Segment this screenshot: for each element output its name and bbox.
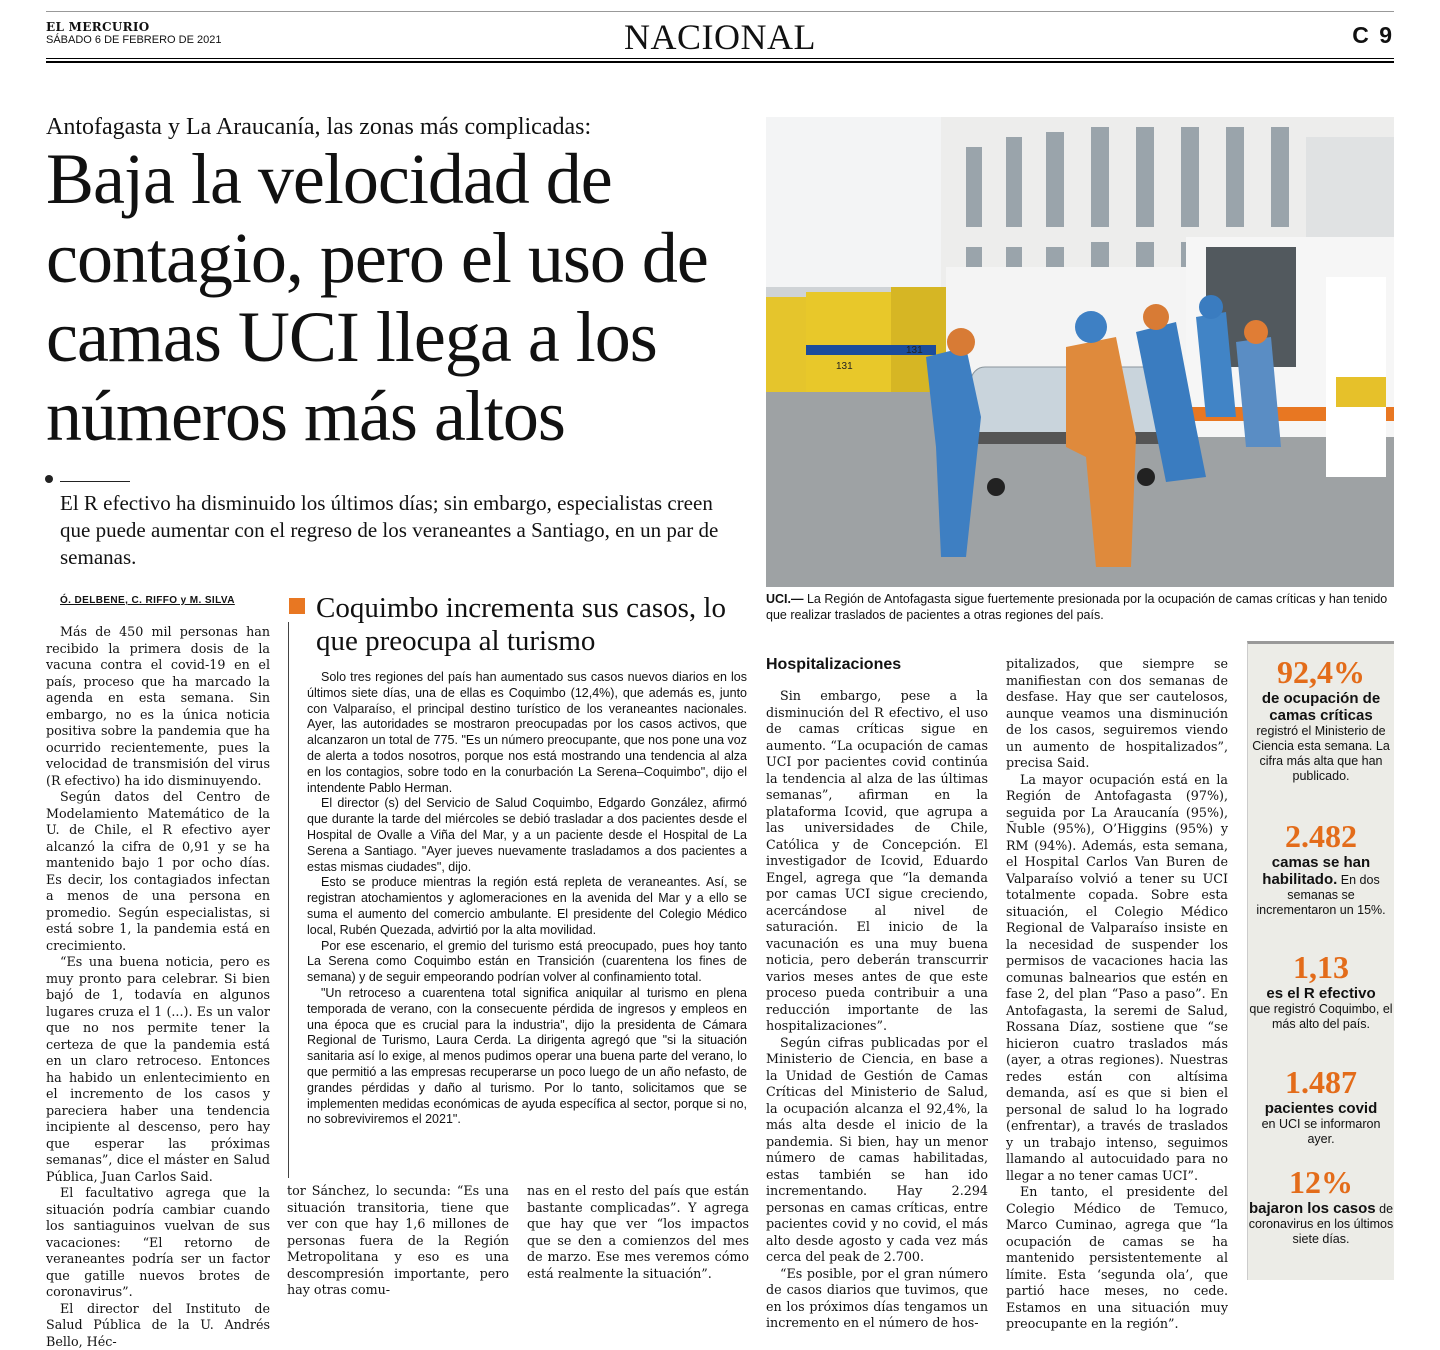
box-paragraph: El director (s) del Servicio de Salud Coquimbo, Edgardo González, afirmó que durante la tarde del miércoles se debió trasladar a dos pacientes desde el Hospital de Ovalle a Viña del Mar, y a un paciente desde el Hospital de La Serena a Santiago. "Ayer jueves nuevamente trasladamos a dos pacientes a estas mismas ciudades", dijo.	[307, 796, 747, 875]
photo-caption	[766, 591, 1396, 623]
subhead-hospitalizaciones: Hospitalizaciones	[766, 656, 901, 674]
paragraph: Según cifras publicadas por el Ministerio de Ciencia, en base a la Unidad de Gestión de Camas Críticas del Ministerio de Salud, la ocupación alcanza el 92,4%, la más alta desde el inicio de la pandemia. Si bien, hay un menor número de camas habilitadas, estas también se han ido incrementando. Hay 2.294 personas en camas críticas, entre pacientes covid y no covid, el más alto desde agosto y cada vez más cerca del peak de 2.700.	[766, 1035, 988, 1266]
box-title: Coquimbo incrementa sus casos, lo que preocupa al turismo	[316, 592, 756, 658]
stat-text: En dos semanas se incrementaron un 15%.	[1256, 873, 1385, 917]
svg-text:131: 131	[906, 345, 923, 356]
stat-label: bajaron los casos	[1249, 1200, 1376, 1217]
article-column-3	[527, 1183, 749, 1282]
deck: El R efectivo ha disminuido los últimos días; sin embargo, especialistas creen que puede aumentar con el regreso de los veraneantes a Santiago, en un par de semanas.	[60, 490, 740, 571]
page-number: C 9	[1352, 22, 1394, 49]
issue-date: SÁBADO 6 DE FEBRERO DE 2021	[46, 34, 221, 46]
article-column-5	[1006, 656, 1228, 1333]
stat-text: en UCI se informaron ayer.	[1262, 1117, 1381, 1146]
box-paragraph: Por ese escenario, el gremio del turismo está preocupado, pues hoy tanto La Serena como Coquimbo están en Transición (cuarentena los fines de semana) y de seguir empeorando podrían volver al confinamiento total.	[307, 939, 747, 986]
paragraph: El director del Instituto de Salud Pública de la U. Andrés Bello, Héc-	[46, 1301, 270, 1350]
svg-text:131: 131	[836, 361, 853, 372]
caption-text: La Región de Antofagasta sigue fuertemente presionada por la ocupación de camas críticas y han tenido que realizar traslados de pacientes a otras regiones del país.	[766, 592, 1387, 622]
stat-label: pacientes covid	[1265, 1100, 1378, 1117]
headline: Baja la velocidad de contagio, pero el uso de camas UCI llega a los números más altos	[46, 140, 746, 456]
stat-label: camas se han habilitado.	[1262, 854, 1370, 888]
deck-rule	[60, 481, 130, 482]
paragraph: Sin embargo, pese a la disminución del R efectivo, el uso de camas críticas sigue en aumento. “La ocupación de camas UCI por pacientes covid continúa la tendencia al alza de las últimas semanas”, afirman en la plataforma Icovid, que agrupa a las universidades de Chile, Católica y de Concepción. El investigador de Icovid, Eduardo Engel, agrega que “la demanda por camas UCI sigue creciendo, acercándose al nivel de saturación. El inicio de la vacunación es una muy buena noticia, pero deberán transcurrir varios meses antes de que este proceso pueda contribuir a una reducción importante de las hospitalizaciones”.	[766, 688, 988, 1035]
stat-number: 1.487	[1248, 1064, 1394, 1100]
paragraph: Según datos del Centro de Modelamiento Matemático de la U. de Chile, el R efectivo ayer alcanzó la cifra de 0,91 y se ha mantenido bajo 1 por ocho días. Es decir, los contagiados infectan a menos de una persona en promedio. Según especialistas, si está sobre 1, la pandemia está en crecimiento.	[46, 789, 270, 954]
deck-bullet	[45, 475, 53, 483]
stat-text: registró el Ministerio de Ciencia esta semana. La cifra más alta que han publicado.	[1252, 724, 1390, 783]
stat-label: de ocupación de camas críticas	[1262, 690, 1380, 724]
paragraph: tor Sánchez, lo secunda: “Es una situación transitoria, tiene que ver con que hay 1,6 millones de personas fuera de la Región Metropolitana y eso es una descompresión importante, pero hay otras comu-	[287, 1183, 509, 1299]
stat-item	[1248, 1164, 1394, 1247]
photo-uci-transfer	[766, 117, 1394, 587]
paragraph: “Es una buena noticia, pero es muy pronto para celebrar. Si bien bajó de 1, todavía en algunos lugares cruza el 1 (...). Es un valor que no nos permite tener la certeza de que la pandemia está en un claro retroceso. Entonces ha habido un enlentecimiento en el incremento de los casos y pareciera haber una tendencia incipiente al descenso, pero hay que esperar las próximas semanas”, dice el máster en Salud Pública, Juan Carlos Said.	[46, 954, 270, 1185]
top-rule	[46, 11, 1394, 12]
stat-number: 1,13	[1248, 949, 1394, 985]
stat-text: de coronavirus en los últimos siete días.	[1249, 1202, 1394, 1246]
stat-label: es el R efectivo	[1266, 985, 1375, 1002]
stat-text: que registró Coquimbo, el más alto del país.	[1249, 1002, 1392, 1031]
box-vertical-rule	[288, 622, 289, 1178]
section-title: NACIONAL	[0, 16, 1440, 58]
box-body	[307, 670, 747, 1128]
kicker: Antofagasta y La Araucanía, las zonas más complicadas:	[46, 114, 591, 141]
article-column-4	[766, 688, 988, 1332]
photo-illustration	[766, 117, 1394, 587]
stat-item	[1248, 818, 1394, 918]
article-column-1	[46, 624, 270, 1350]
stat-number: 12%	[1248, 1164, 1394, 1200]
box-paragraph: Solo tres regiones del país han aumentado sus casos nuevos diarios en los últimos siete días, una de ellas es Coquimbo (12,4%), que además es, junto con Valparaíso, el principal destino turístico de los veraneantes nacionales. Ayer, las autoridades se mostraron preocupadas por los casos activos, que alcanzaron un total de 775. "Es un número preocupante, que nos pone una voz de alerta a todos nosotros, porque nos está mostrando una tendencia al alza en los contagios, sobre todo en la conurbación La Serena–Coquimbo", dijo el intendente Pablo Herman.	[307, 670, 747, 796]
paragraph: La mayor ocupación está en la Región de Antofagasta (97%), seguida por La Araucanía (95%), Ñuble (95%), O’Higgins (95%) y RM (94%). Además, esta semana, el Hospital Carlos Van Buren de Valparaíso volvió a tener su UCI totalmente copada. Sobre esta situación, el Colegio Médico Regional de Valparaíso insiste en la necesidad de suspender los permisos de vacaciones hacia las comunas balnearios que estén en fase 2, del plan “Paso a paso”. En Antofagasta, la seremi de Salud, Rossana Díaz, sostiene que “se hicieron cuatro traslados más (ayer, a otras regiones). Nuestras redes están con altísima demanda, así es que si bien el personal de salud lo ha logrado (enfrentar), a través de traslados y un trabajo intenso, seguimos llamando al autocuidado para no llegar a no tener camas UCI”.	[1006, 772, 1228, 1185]
stat-number: 2.482	[1248, 818, 1394, 854]
paragraph: En tanto, el presidente del Colegio Médico de Temuco, Marco Cuminao, agrega que “la ocupación de camas se ha mantenido persistentemente al límite. Esta ‘segunda ola’, que partió hace meses, no cede. Estamos en una situación muy preocupante en la región”.	[1006, 1184, 1228, 1333]
article-column-2	[287, 1183, 509, 1299]
paragraph: nas en el resto del país que están bastante complicadas”. Y agrega que hay que ver “los impactos que se den a comienzos del mes de marzo. Ese mes veremos cómo está realmente la situación”.	[527, 1183, 749, 1282]
caption-label: UCI.—	[766, 592, 804, 606]
stat-item	[1248, 1064, 1394, 1147]
stat-number: 92,4%	[1248, 654, 1394, 690]
stat-item	[1248, 949, 1394, 1032]
paragraph: Más de 450 mil personas han recibido la primera dosis de la vacuna contra el covid-19 en el país, proceso que ha marcado la agenda en esta semana. Sin embargo, no es la única noticia positiva sobre la pandemia que ha ocurrido recientemente, pues la velocidad de transmisión del virus (R efectivo) ha ido disminuyendo.	[46, 624, 270, 789]
box-paragraph: Esto se produce mientras la región está repleta de veraneantes. Así, se registran atochamientos y aglomeraciones en la avenida del Mar y a ello se suma el aumento del comercio ambulante. El presidente del Colegio Médico local, Rubén Quezada, advirtió por la alta movilidad.	[307, 875, 747, 938]
box-square-icon	[289, 598, 305, 614]
paragraph: El facultativo agrega que la situación podría cambiar cuando los santiaguinos vuelvan de sus vacaciones: “El retorno de veraneantes podría ser un factor que gatille nuevos brotes de coronavirus”.	[46, 1185, 270, 1301]
paragraph: pitalizados, que siempre se manifiestan con dos semanas de desfase. Hay que ser cautelosos, aunque veamos una disminución de los casos, seguiremos viendo un aumento de hospitalizados”, precisa Said.	[1006, 656, 1228, 772]
box-paragraph: "Un retroceso a cuarentena total significa aniquilar al turismo en plena temporada de verano, con la consecuente pérdida de ingresos y empleos en una época que es crucial para la industria", dijo la presidenta de Cámara Regional de Turismo, Laura Cerda. La dirigenta agregó que "si la situación sanitaria así lo exige, al menos pudimos operar una buena parte del verano, lo que permitió a las empresas recuperarse un poco luego de un año nefasto, de grandes pérdidas y daño al turismo. Por lo tanto, solicitamos que se implementen medidas económicas de ayuda específica al sector, porque si no, no sobreviviremos el 2021".	[307, 986, 747, 1128]
paragraph: “Es posible, por el gran número de casos diarios que tuvimos, que en los próximos días tengamos un incremento en el número de hos-	[766, 1266, 988, 1332]
stat-item	[1248, 654, 1394, 784]
header-rule	[46, 58, 1394, 63]
stats-sidebar	[1247, 641, 1394, 1280]
newspaper-name: EL MERCURIO	[46, 20, 150, 34]
byline: Ó. DELBENE, C. RIFFO y M. SILVA	[60, 595, 235, 606]
